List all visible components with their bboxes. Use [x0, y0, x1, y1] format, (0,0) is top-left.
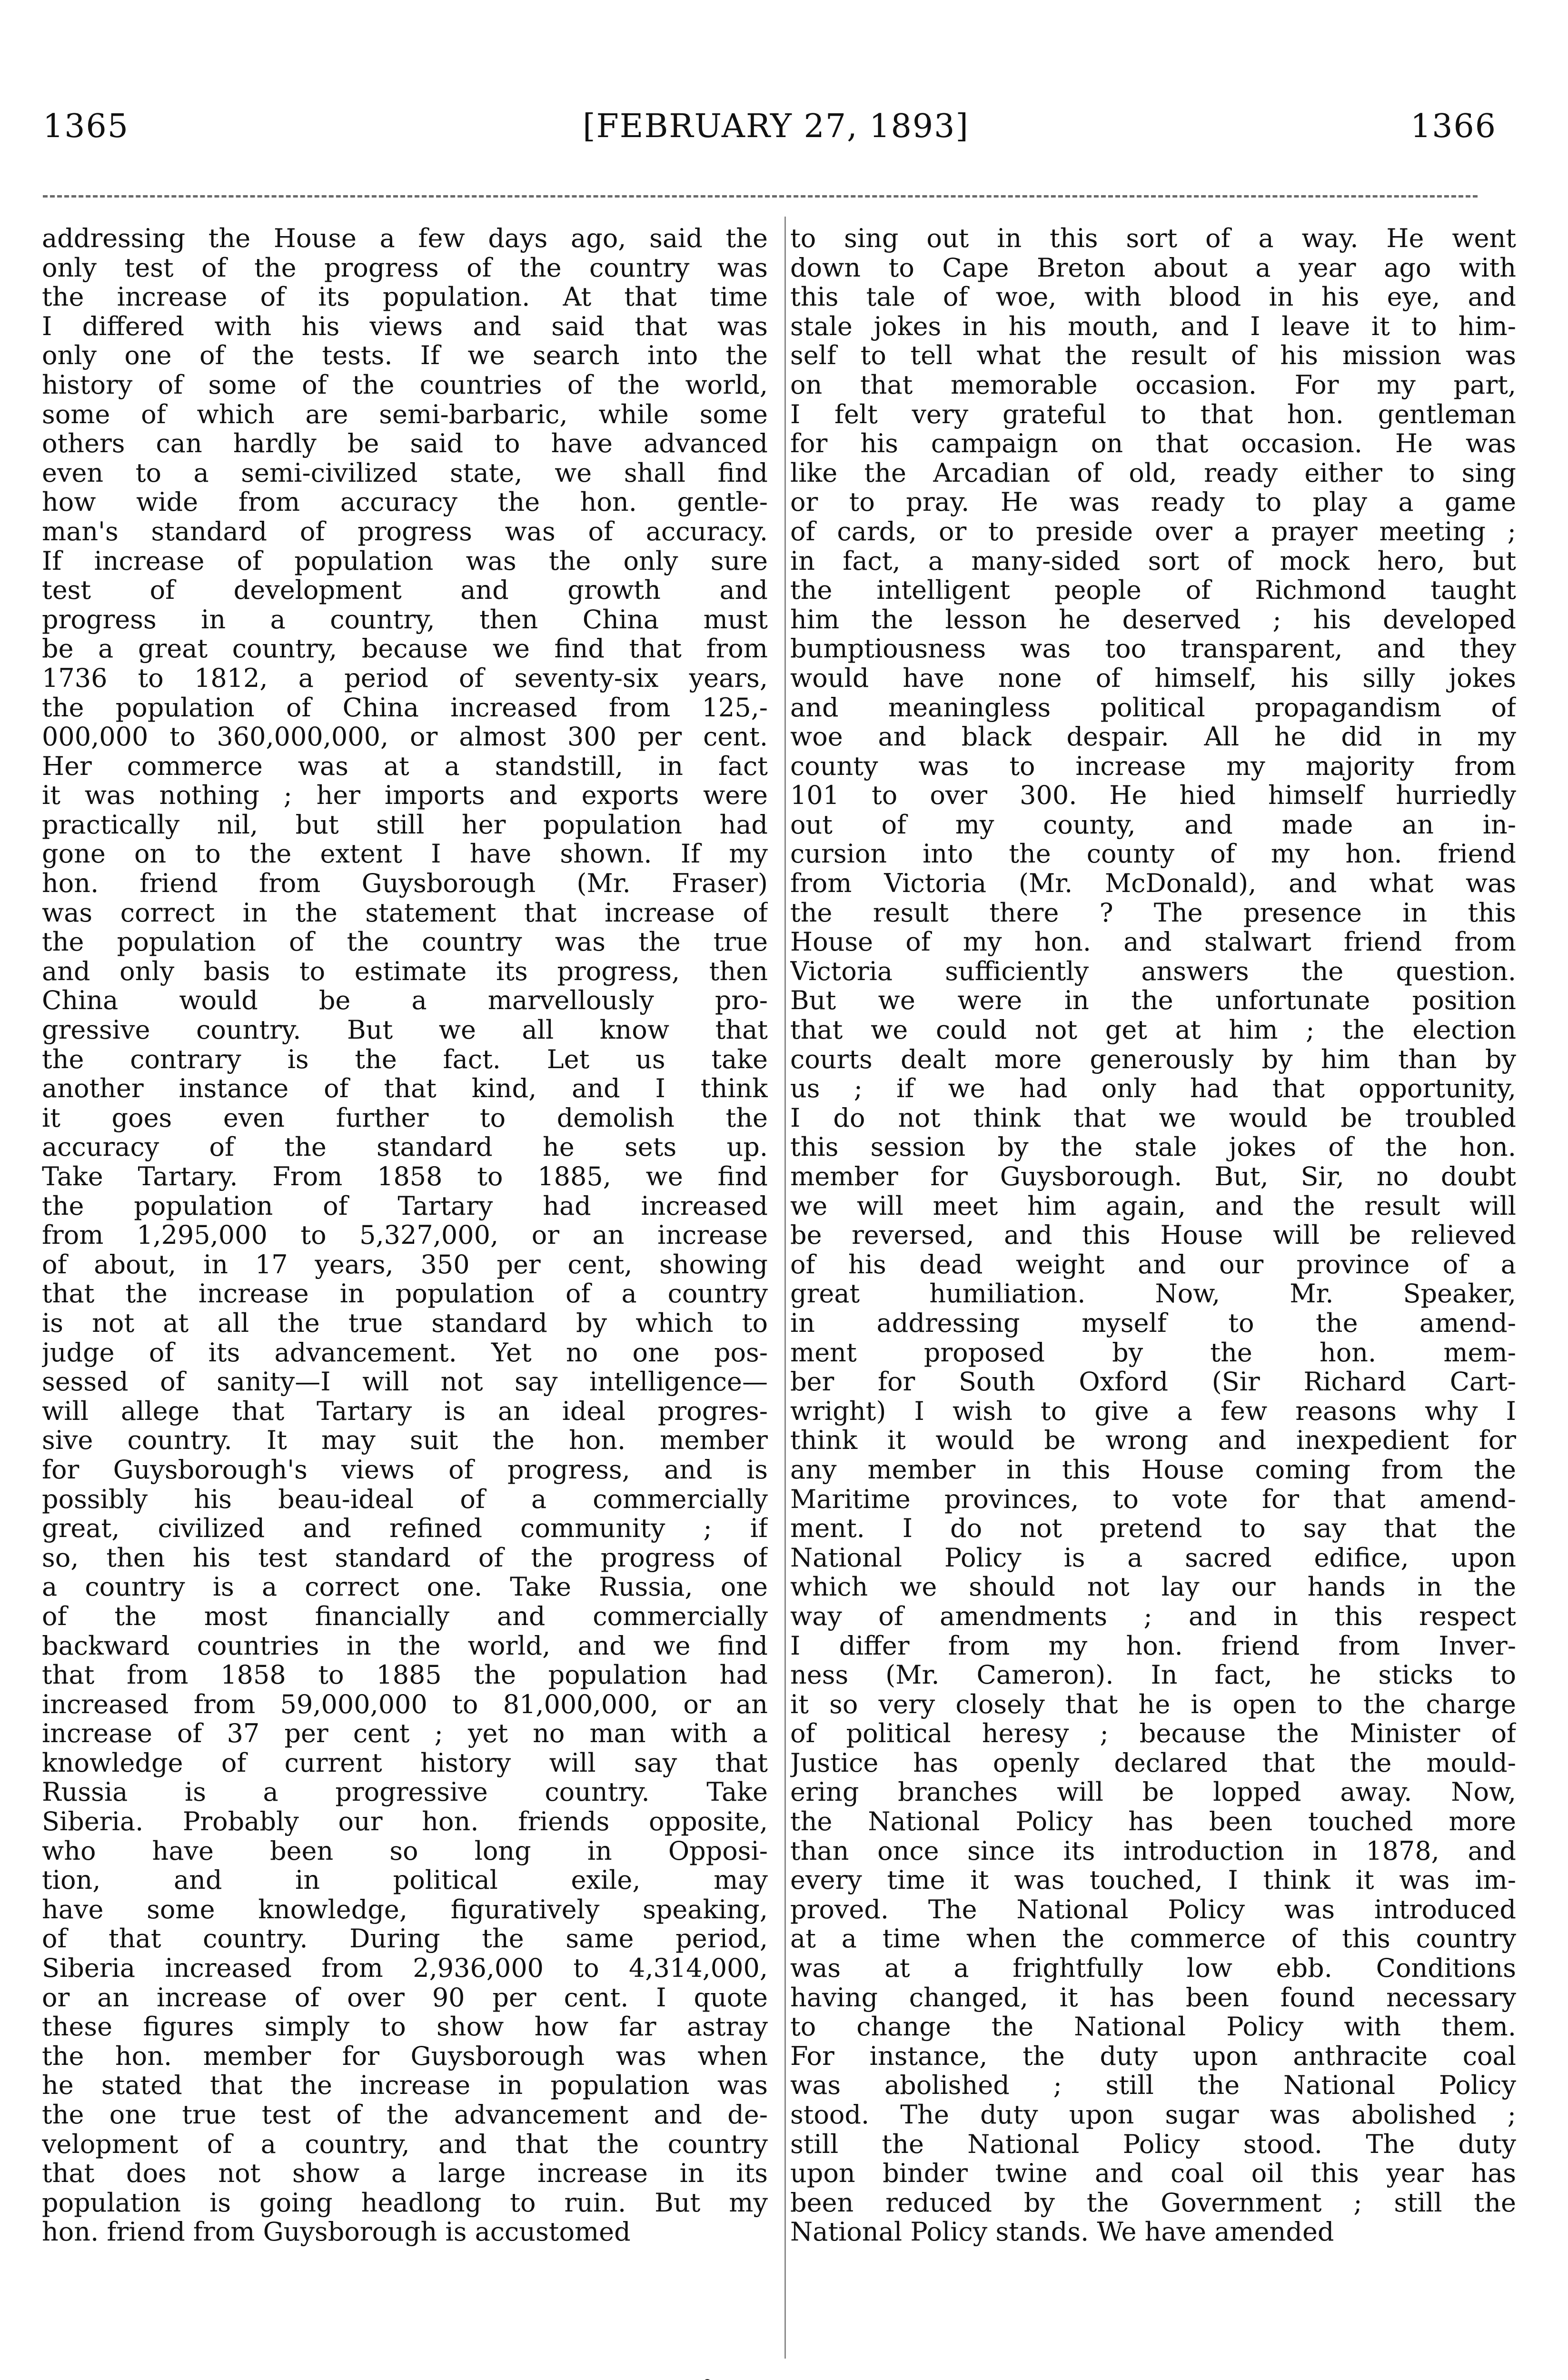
text-line: possibly his beau-ideal of a commercially	[42, 1484, 768, 1514]
text-line: who have been so long in Opposi-	[42, 1836, 768, 1866]
text-line: it was nothing ; her imports and exports were	[42, 781, 768, 810]
header-rule	[43, 195, 1478, 198]
text-line: member for Guysborough. But, Sir, no doubt	[790, 1162, 1516, 1191]
text-line: for Guysborough's views of progress, and is	[42, 1455, 768, 1485]
text-line: stale jokes in his mouth, and I leave it to him-	[790, 311, 1516, 341]
text-line: was correct in the statement that increase of	[42, 898, 768, 928]
text-line: Justice has openly declared that the mould-	[790, 1748, 1516, 1778]
text-line: the population of China increased from 125,-	[42, 693, 768, 723]
text-line: gone on to the extent I have shown. If my	[42, 839, 768, 869]
text-line: great humiliation. Now, Mr. Speaker,	[790, 1279, 1516, 1309]
text-line: addressing the House a few days ago, said the	[42, 224, 768, 253]
text-line: Siberia increased from 2,936,000 to 4,314,000,	[42, 1954, 768, 1983]
text-line: hon. friend from Guysborough (Mr. Fraser)	[42, 869, 768, 898]
text-line: wright) I wish to give a few reasons why I	[790, 1396, 1516, 1426]
text-line: courts dealt more generously by him than by	[790, 1044, 1516, 1074]
text-line: backward countries in the world, and we find	[42, 1631, 768, 1661]
text-line: the increase of its population. At that time	[42, 282, 768, 312]
text-line: down to Cape Breton about a year ago with	[790, 253, 1516, 283]
text-line: the intelligent people of Richmond taught	[790, 575, 1516, 605]
text-line: of that country. During the same period,	[42, 1924, 768, 1954]
text-line: in addressing myself to the amend-	[790, 1308, 1516, 1338]
text-line: China would be a marvellously pro-	[42, 986, 768, 1016]
text-line: I differ from my hon. friend from Inver-	[790, 1631, 1516, 1661]
page-number-right: 1366	[1410, 108, 1497, 145]
text-line: how wide from accuracy the hon. gentle-	[42, 487, 768, 517]
text-line: tion, and in political exile, may	[42, 1865, 768, 1895]
text-line: every time it was touched, I think it was im-	[790, 1865, 1516, 1895]
text-line: test of development and growth and	[42, 575, 768, 605]
text-line: For instance, the duty upon anthracite coal	[790, 2041, 1516, 2071]
text-line: that we could not get at him ; the election	[790, 1015, 1516, 1045]
text-line: population is going headlong to ruin. But my	[42, 2188, 768, 2218]
text-line: of the most financially and commercially	[42, 1601, 768, 1631]
text-line: 000,000 to 360,000,000, or almost 300 per cent.	[42, 722, 768, 752]
text-line: this tale of woe, with blood in his eye, and	[790, 282, 1516, 312]
text-line: been reduced by the Government ; still the	[790, 2188, 1516, 2218]
text-line: upon binder twine and coal oil this year has	[790, 2159, 1516, 2188]
text-line: was at a frightfully low ebb. Conditions	[790, 1954, 1516, 1983]
text-line: these figures simply to show how far astray	[42, 2012, 768, 2042]
text-line: the population of Tartary had increased	[42, 1191, 768, 1221]
text-line: or an increase of over 90 per cent. I quote	[42, 1983, 768, 2013]
text-line: to change the National Policy with them.	[790, 2012, 1516, 2042]
text-line: us ; if we had only had that opportunity,	[790, 1074, 1516, 1103]
text-line: House of my hon. and stalwart friend from	[790, 927, 1516, 957]
text-line: sessed of sanity—I will not say intelligence—	[42, 1367, 768, 1397]
text-line: at a time when the commerce of this country	[790, 1924, 1516, 1954]
text-line: proved. The National Policy was introduced	[790, 1894, 1516, 1924]
text-line: judge of its advancement. Yet no one pos-	[42, 1338, 768, 1368]
text-line: Maritime provinces, to vote for that amend-	[790, 1484, 1516, 1514]
text-line: Her commerce was at a standstill, in fact	[42, 751, 768, 781]
text-line: or to pray. He was ready to play a game	[790, 487, 1516, 517]
text-line: increased from 59,000,000 to 81,000,000, or an	[42, 1689, 768, 1719]
text-line: ment. I do not pretend to say that the	[790, 1514, 1516, 1543]
text-line: Siberia. Probably our hon. friends opposite,	[42, 1807, 768, 1836]
text-line: any member in this House coming from the	[790, 1455, 1516, 1485]
text-line: be reversed, and this House will be relieved	[790, 1220, 1516, 1250]
text-line: great, civilized and refined community ; if	[42, 1514, 768, 1543]
text-line: it so very closely that he is open to the charge	[790, 1689, 1516, 1719]
text-line: it goes even further to demolish the	[42, 1103, 768, 1133]
text-line: like the Arcadian of old, ready either to sing	[790, 458, 1516, 488]
text-line: another instance of that kind, and I think	[42, 1074, 768, 1103]
text-line: man's standard of progress was of accuracy.	[42, 516, 768, 546]
text-line: knowledge of current history will say that	[42, 1748, 768, 1778]
text-line: that does not show a large increase in its	[42, 2159, 768, 2188]
text-line: think it would be wrong and inexpedient for	[790, 1426, 1516, 1455]
text-line: But we were in the unfortunate position	[790, 986, 1516, 1016]
text-line: Take Tartary. From 1858 to 1885, we find	[42, 1162, 768, 1191]
text-line: and only basis to estimate its progress, then	[42, 956, 768, 986]
text-line: out of my county, and made an in-	[790, 810, 1516, 840]
text-line: the population of the country was the true	[42, 927, 768, 957]
text-line: of cards, or to preside over a prayer meeting ;	[790, 516, 1516, 546]
text-line: which we should not lay our hands in the	[790, 1572, 1516, 1602]
text-line: only test of the progress of the country was	[42, 253, 768, 283]
column-separator	[784, 217, 786, 2359]
text-line: progress in a country, then China must	[42, 605, 768, 635]
text-line: self to tell what the result of his mission was	[790, 341, 1516, 370]
text-line: so, then his test standard of the progress of	[42, 1543, 768, 1573]
page-number-left: 1365	[43, 108, 129, 145]
text-line: the result there ? The presence in this	[790, 898, 1516, 928]
text-line: of about, in 17 years, 350 per cent, showing	[42, 1250, 768, 1279]
text-line: was abolished ; still the National Policy	[790, 2071, 1516, 2100]
text-line: ment proposed by the hon. mem-	[790, 1338, 1516, 1368]
text-line: still the National Policy stood. The duty	[790, 2129, 1516, 2159]
text-line: cursion into the county of my hon. friend	[790, 839, 1516, 869]
text-line: hon. friend from Guysborough is accustomed	[42, 2217, 631, 2247]
text-line: Victoria sufficiently answers the question.	[790, 956, 1516, 986]
text-line: he stated that the increase in population was	[42, 2071, 768, 2100]
text-line: Russia is a progressive country. Take	[42, 1777, 768, 1807]
text-line: the one true test of the advancement and de-	[42, 2100, 768, 2130]
text-line: be a great country, because we find that from	[42, 634, 768, 664]
text-line: would have none of himself, his silly jokes	[790, 663, 1516, 693]
text-line: of his dead weight and our province of a	[790, 1250, 1516, 1279]
text-line: that from 1858 to 1885 the population had	[42, 1660, 768, 1690]
text-line: county was to increase my majority from	[790, 751, 1516, 781]
text-line: I differed with his views and said that was	[42, 311, 768, 341]
text-line: velopment of a country, and that the country	[42, 2129, 768, 2159]
text-line: stood. The duty upon sugar was abolished ;	[790, 2100, 1516, 2130]
text-line: we will meet him again, and the result will	[790, 1191, 1516, 1221]
text-line: and meaningless political propagandism of	[790, 693, 1516, 723]
text-line: the hon. member for Guysborough was when	[42, 2041, 768, 2071]
text-line: others can hardly be said to have advanced	[42, 429, 768, 458]
text-line: ber for South Oxford (Sir Richard Cart-	[790, 1367, 1516, 1397]
text-line: practically nil, but still her population had	[42, 810, 768, 840]
text-line: only one of the tests. If we search into the	[42, 341, 768, 370]
text-line: in fact, a many-sided sort of mock hero, but	[790, 546, 1516, 576]
text-line: him the lesson he deserved ; his developed	[790, 605, 1516, 635]
text-line: have some knowledge, figuratively speaking,	[42, 1894, 768, 1924]
text-line: I felt very grateful to that hon. gentleman	[790, 399, 1516, 429]
text-line: 101 to over 300. He hied himself hurriedly	[790, 781, 1516, 810]
text-line: increase of 37 per cent ; yet no man with a	[42, 1719, 768, 1748]
text-line: even to a semi-civilized state, we shall find	[42, 458, 768, 488]
right-column	[790, 224, 1516, 2247]
text-line: the National Policy has been touched more	[790, 1807, 1516, 1836]
text-line: National Policy stands. We have amended	[790, 2217, 1334, 2247]
page-date-header: [FEBRUARY 27, 1893]	[583, 108, 969, 145]
text-line: If increase of population was the only sure	[42, 546, 768, 576]
text-line: some of which are semi-barbaric, while some	[42, 399, 768, 429]
text-line: having changed, it has been found necessary	[790, 1983, 1516, 2013]
text-line: from Victoria (Mr. McDonald), and what was	[790, 869, 1516, 898]
text-line: I do not think that we would be troubled	[790, 1103, 1516, 1133]
text-line: history of some of the countries of the world,	[42, 370, 768, 400]
text-line: the contrary is the fact. Let us take	[42, 1044, 768, 1074]
text-line: accuracy of the standard he sets up.	[42, 1132, 768, 1162]
text-line: ering branches will be lopped away. Now,	[790, 1777, 1516, 1807]
text-line: bumptiousness was too transparent, and they	[790, 634, 1516, 664]
text-line: way of amendments ; and in this respect	[790, 1601, 1516, 1631]
text-line: ness (Mr. Cameron). In fact, he sticks to	[790, 1660, 1516, 1690]
text-line: to sing out in this sort of a way. He went	[790, 224, 1516, 253]
text-line: on that memorable occasion. For my part,	[790, 370, 1516, 400]
text-line: 1736 to 1812, a period of seventy-six years,	[42, 663, 768, 693]
text-line: National Policy is a sacred edifice, upon	[790, 1543, 1516, 1573]
text-line: woe and black despair. All he did in my	[790, 722, 1516, 752]
text-line: will allege that Tartary is an ideal progres-	[42, 1396, 768, 1426]
text-line: gressive country. But we all know that	[42, 1015, 768, 1045]
text-line: than once since its introduction in 1878, and	[790, 1836, 1516, 1866]
text-line: from 1,295,000 to 5,327,000, or an increase	[42, 1220, 768, 1250]
text-line: for his campaign on that occasion. He was	[790, 429, 1516, 458]
text-line: sive country. It may suit the hon. member	[42, 1426, 768, 1455]
text-line: of political heresy ; because the Minister of	[790, 1719, 1516, 1748]
text-line: is not at all the true standard by which to	[42, 1308, 768, 1338]
text-line: that the increase in population of a country	[42, 1279, 768, 1309]
text-line: a country is a correct one. Take Russia, one	[42, 1572, 768, 1602]
left-column	[42, 224, 768, 2247]
text-line: this session by the stale jokes of the hon.	[790, 1132, 1516, 1162]
